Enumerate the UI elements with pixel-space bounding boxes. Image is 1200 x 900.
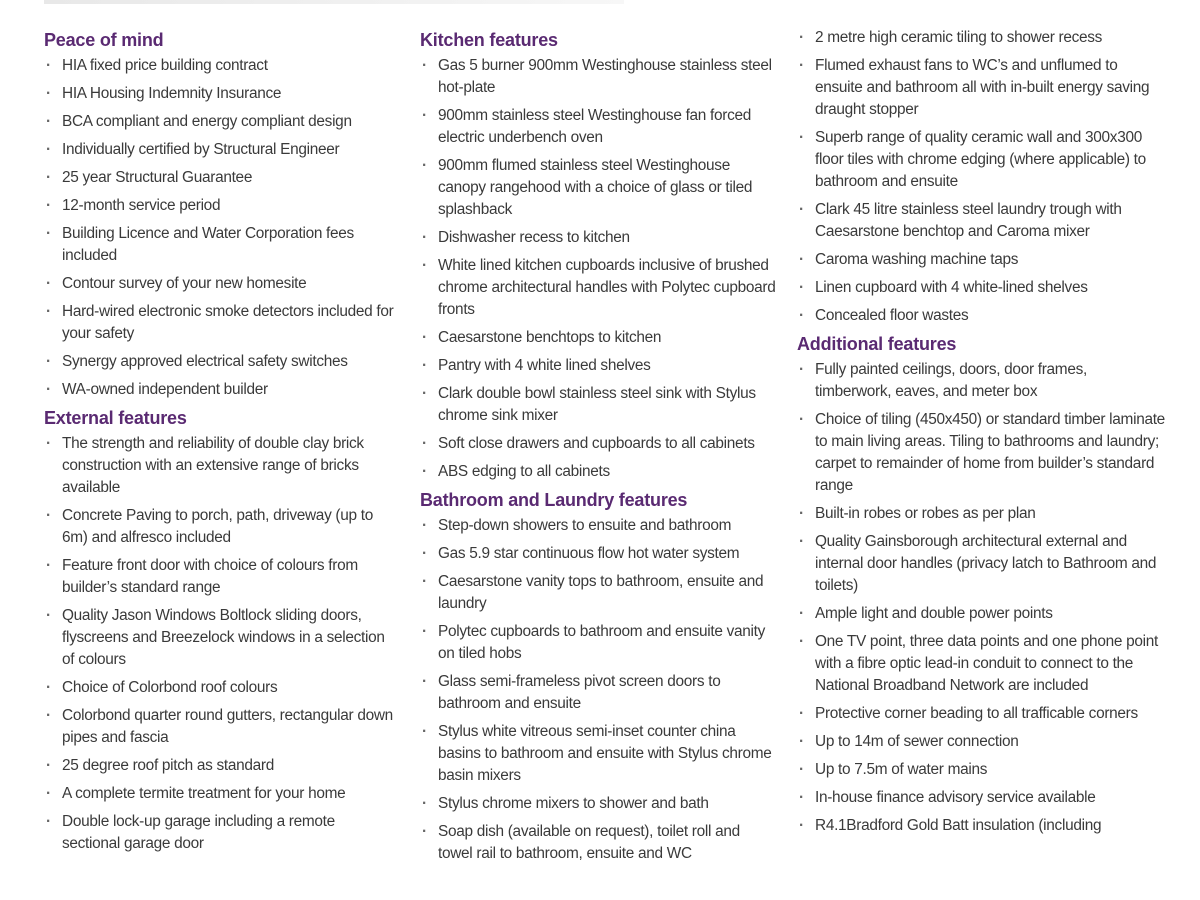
- section-title-kitchen-features: Kitchen features: [420, 30, 558, 50]
- list-item: · Contour survey of your new homesite: [44, 273, 394, 295]
- list-item: · Clark 45 litre stainless steel laundry trough with Caesarstone benchtop and Caroma mixer: [797, 199, 1167, 243]
- bathroom-laundry-continued-list: [797, 27, 1167, 327]
- list-item: · Step-down showers to ensuite and bathroom: [420, 515, 778, 537]
- list-item: · Choice of tiling (450x450) or standard timber laminate to main living areas. Tiling to bathrooms and laundry; carpet to remainder of home from builder’s standard range: [797, 409, 1167, 497]
- list-item: · Up to 7.5m of water mains: [797, 759, 1167, 781]
- top-divider: [44, 0, 624, 4]
- peace-of-mind-list: [44, 55, 394, 401]
- list-item: · BCA compliant and energy compliant design: [44, 111, 394, 133]
- list-item: · One TV point, three data points and one phone point with a fibre optic lead-in conduit to connect to the National Broadband Network are included: [797, 631, 1167, 697]
- column-2: [420, 29, 778, 871]
- bathroom-laundry-features-list: [420, 515, 778, 865]
- list-item: · White lined kitchen cupboards inclusive of brushed chrome architectural handles with Polytec cupboard fronts: [420, 255, 778, 321]
- list-item: · Concealed floor wastes: [797, 305, 1167, 327]
- list-item: · Stylus chrome mixers to shower and bath: [420, 793, 778, 815]
- column-1: [44, 29, 394, 861]
- list-item: · Polytec cupboards to bathroom and ensuite vanity on tiled hobs: [420, 621, 778, 665]
- list-item: · Building Licence and Water Corporation fees included: [44, 223, 394, 267]
- list-item: · 25 year Structural Guarantee: [44, 167, 394, 189]
- list-item: · Glass semi-frameless pivot screen doors to bathroom and ensuite: [420, 671, 778, 715]
- list-item: · Synergy approved electrical safety switches: [44, 351, 394, 373]
- list-item: · Caesarstone benchtops to kitchen: [420, 327, 778, 349]
- list-item: · HIA fixed price building contract: [44, 55, 394, 77]
- list-item: · Linen cupboard with 4 white-lined shelves: [797, 277, 1167, 299]
- list-item: · Built-in robes or robes as per plan: [797, 503, 1167, 525]
- list-item: · Superb range of quality ceramic wall and 300x300 floor tiles with chrome edging (where applicable) to bathroom and ensuite: [797, 127, 1167, 193]
- list-item: · ABS edging to all cabinets: [420, 461, 778, 483]
- list-item: · Stylus white vitreous semi-inset counter china basins to bathroom and ensuite with Stylus chrome basin mixers: [420, 721, 778, 787]
- list-item: · Pantry with 4 white lined shelves: [420, 355, 778, 377]
- list-item: · Colorbond quarter round gutters, rectangular down pipes and fascia: [44, 705, 394, 749]
- list-item: · Clark double bowl stainless steel sink with Stylus chrome sink mixer: [420, 383, 778, 427]
- additional-features-list: [797, 359, 1167, 837]
- list-item: · Caesarstone vanity tops to bathroom, ensuite and laundry: [420, 571, 778, 615]
- list-item: · WA-owned independent builder: [44, 379, 394, 401]
- list-item: · In-house finance advisory service available: [797, 787, 1167, 809]
- list-item: · Feature front door with choice of colours from builder’s standard range: [44, 555, 394, 599]
- list-item: · HIA Housing Indemnity Insurance: [44, 83, 394, 105]
- list-item: · A complete termite treatment for your home: [44, 783, 394, 805]
- list-item: · 2 metre high ceramic tiling to shower recess: [797, 27, 1167, 49]
- list-item: · Soap dish (available on request), toilet roll and towel rail to bathroom, ensuite and WC: [420, 821, 778, 865]
- list-item: · Flumed exhaust fans to WC’s and unflumed to ensuite and bathroom all with in-built energy saving draught stopper: [797, 55, 1167, 121]
- list-item: · Up to 14m of sewer connection: [797, 731, 1167, 753]
- list-item: · Hard-wired electronic smoke detectors included for your safety: [44, 301, 394, 345]
- list-item: · Concrete Paving to porch, path, driveway (up to 6m) and alfresco included: [44, 505, 394, 549]
- section-title-peace-of-mind: Peace of mind: [44, 30, 164, 50]
- list-item: · Quality Gainsborough architectural external and internal door handles (privacy latch to Bathroom and toilets): [797, 531, 1167, 597]
- list-item: · 900mm flumed stainless steel Westinghouse canopy rangehood with a choice of glass or tiled splashback: [420, 155, 778, 221]
- external-features-list: [44, 433, 394, 855]
- section-title-additional-features: Additional features: [797, 334, 957, 354]
- list-item: · Double lock-up garage including a remote sectional garage door: [44, 811, 394, 855]
- list-item: · 25 degree roof pitch as standard: [44, 755, 394, 777]
- list-item: · Gas 5.9 star continuous flow hot water system: [420, 543, 778, 565]
- kitchen-features-list: [420, 55, 778, 483]
- section-title-bathroom-laundry-features: Bathroom and Laundry features: [420, 490, 688, 510]
- list-item: · The strength and reliability of double clay brick construction with an extensive range of bricks available: [44, 433, 394, 499]
- list-item: · Individually certified by Structural Engineer: [44, 139, 394, 161]
- list-item: · Dishwasher recess to kitchen: [420, 227, 778, 249]
- list-item: · Ample light and double power points: [797, 603, 1167, 625]
- list-item: · R4.1Bradford Gold Batt insulation (including: [797, 815, 1167, 837]
- list-item: · Protective corner beading to all trafficable corners: [797, 703, 1167, 725]
- list-item: · Choice of Colorbond roof colours: [44, 677, 394, 699]
- section-title-external-features: External features: [44, 408, 187, 428]
- list-item: · Gas 5 burner 900mm Westinghouse stainless steel hot-plate: [420, 55, 778, 99]
- column-3: [797, 29, 1167, 843]
- list-item: · 12-month service period: [44, 195, 394, 217]
- list-item: · Caroma washing machine taps: [797, 249, 1167, 271]
- list-item: · Quality Jason Windows Boltlock sliding doors, flyscreens and Breezelock windows in a selection of colours: [44, 605, 394, 671]
- list-item: · Fully painted ceilings, doors, door frames, timberwork, eaves, and meter box: [797, 359, 1167, 403]
- list-item: · Soft close drawers and cupboards to all cabinets: [420, 433, 778, 455]
- list-item: · 900mm stainless steel Westinghouse fan forced electric underbench oven: [420, 105, 778, 149]
